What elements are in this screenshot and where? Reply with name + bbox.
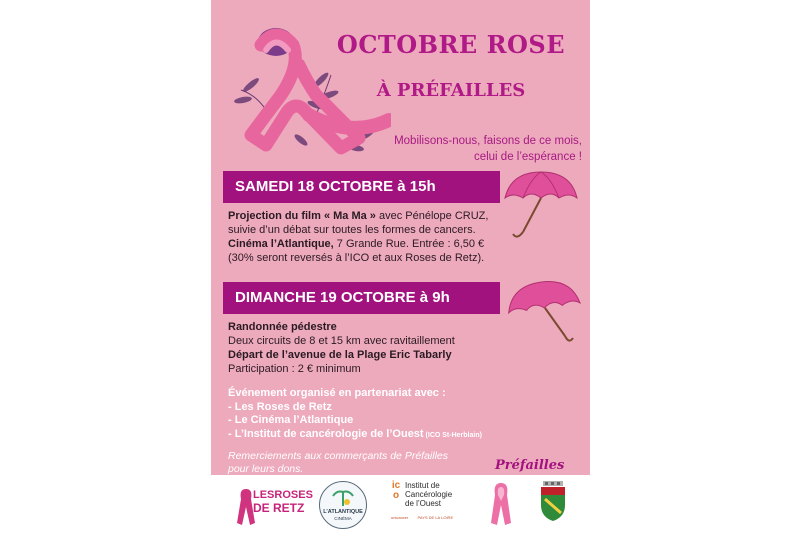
ico-line-2: Cancérologie: [405, 490, 453, 499]
ico-line-1: Institut de: [405, 481, 440, 490]
event2-line-1: Randonnée pédestre: [228, 321, 337, 333]
partner-item-note: (ICO St-Herblain): [423, 431, 482, 439]
umbrella-icon: [503, 278, 583, 348]
partner-item: - Le Cinéma l’Atlantique: [228, 414, 354, 426]
slogan-line-1: Mobilisons-nous, faisons de ce mois,: [394, 135, 582, 147]
ico-line-3: de l’Ouest: [405, 499, 442, 508]
partners-block: [228, 387, 482, 442]
event1-line-1: [228, 209, 488, 223]
partner-item: [228, 428, 482, 443]
slogan: [382, 133, 582, 165]
event1-line-3: [228, 237, 484, 251]
poster-title: OCTOBRE ROSE: [336, 30, 566, 59]
ico-small-1: unicancer: [391, 515, 409, 520]
event2-heading: DIMANCHE 19 OCTOBRE à 9h: [223, 282, 500, 314]
umbrella-icon: [501, 168, 581, 243]
event1-line-4: (30% seront reversés à l’ICO et aux Roses de Retz).: [228, 252, 485, 264]
partner-item: - Les Roses de Retz: [228, 400, 332, 413]
thanks-line-1: Remerciements aux commerçants de Préfailles: [228, 450, 448, 462]
partner-item-label: - L’Institut de cancérologie de l’Ouest: [228, 427, 424, 440]
thanks-note: [228, 450, 448, 476]
town-script-logo: Préfailles: [495, 458, 565, 473]
poster: [211, 0, 590, 533]
roses-de-retz-logo: [235, 485, 313, 527]
event2-line-4: Participation : 2 € minimum: [228, 363, 361, 375]
logo-text-roses: ROSES: [274, 489, 313, 501]
ico-logo: [391, 481, 491, 529]
event2-line-3: Départ de l’avenue de la Plage Eric Tabarly: [228, 349, 452, 361]
logo-footer: [211, 475, 590, 533]
atlantique-name: L’ATLANTIQUE: [323, 509, 363, 515]
poster-subtitle: À PRÉFAILLES: [376, 80, 526, 101]
slogan-line-2: celui de l’espérance !: [473, 151, 582, 163]
event1-line-2: suivie d’un débat sur toutes les formes de cancers.: [228, 224, 476, 236]
pink-ribbon-icon: [489, 479, 513, 527]
atlantique-cinema-logo: [319, 481, 367, 529]
ico-small-2: PAYS DE LA LOIRE: [417, 515, 454, 520]
partners-intro: Événement organisé en partenariat avec :: [228, 387, 446, 399]
coat-of-arms-icon: [539, 481, 567, 521]
event1-address: 7 Grande Rue. Entrée : 6,50 €: [333, 238, 485, 250]
event1-film-title: Projection du film « Ma Ma »: [228, 210, 376, 222]
event2-line-2: Deux circuits de 8 et 15 km avec ravitaillement: [228, 335, 455, 347]
logo-text-de-retz: DE RETZ: [253, 501, 305, 515]
ico-letters: ico: [391, 480, 401, 501]
event1-film-cast: avec Pénélope CRUZ,: [375, 210, 489, 222]
atlantique-sub: CINÉMA: [334, 516, 352, 521]
event1-venue: Cinéma l’Atlantique,: [228, 238, 334, 250]
logo-text-les: LES: [253, 489, 275, 501]
thanks-line-2: pour leurs dons.: [228, 463, 304, 475]
palm-icon: [331, 490, 355, 508]
event1-heading: SAMEDI 18 OCTOBRE à 15h: [223, 171, 500, 203]
